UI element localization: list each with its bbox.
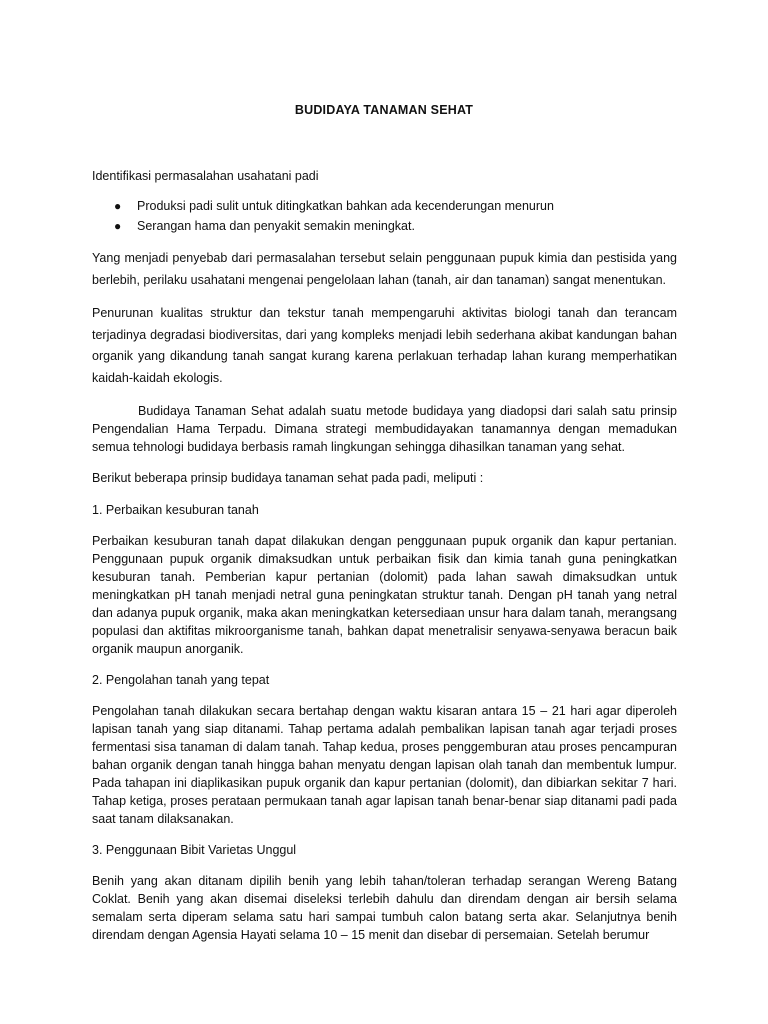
section-heading-1: 1. Perbaikan kesuburan tanah (92, 502, 259, 517)
paragraph-degradation: Penurunan kualitas struktur dan tekstur tanah mempengaruhi aktivitas biologi tanah dan terancam terjadinya degradasi biodiversitas, dari yang kompleks menjadi lebih sederhana akibat kandungan bahan organik yang dikandung tanah sangat kurang karena perlakuan terhadap lahan kurang memperhatikan kaidah-kaidah ekologis. (92, 306, 677, 385)
bullet-icon: ● (114, 219, 122, 233)
list-item-text: Serangan hama dan penyakit semakin meningkat. (137, 219, 415, 233)
section-heading-2: 2. Pengolahan tanah yang tepat (92, 672, 270, 687)
intro-heading: Identifikasi permasalahan usahatani padi (92, 169, 319, 183)
document-title: BUDIDAYA TANAMAN SEHAT (294, 103, 474, 117)
document-body (92, 166, 677, 944)
paragraph-principles-intro: Berikut beberapa prinsip budidaya tanaman sehat pada padi, meliputi : (92, 470, 484, 485)
list-item (114, 196, 677, 216)
list-item (114, 216, 677, 236)
paragraph-definition: Budidaya Tanaman Sehat adalah suatu metode budidaya yang diadopsi dari salah satu prinsip Pengendalian Hama Terpadu. Dimana strategi membudidayakan tanamannya dengan memadukan semua tehnologi budidaya berbasis ramah lingkungan sehingga dihasilkan tanaman yang sehat. (92, 403, 677, 454)
list-item-text: Produksi padi sulit untuk ditingkatkan bahkan ada kecenderungan menurun (137, 199, 554, 213)
bullet-icon: ● (114, 199, 122, 213)
section-body-2: Pengolahan tanah dilakukan secara bertahap dengan waktu kisaran antara 15 – 21 hari agar diperoleh lapisan tanah yang siap ditanami. Tahap pertama adalah pembalikan lapisan tanah agar terjadi proses fermentasi sisa tanaman di dalam tanah. Tahap kedua, proses penggemburan atau proses pencampuran bahan organik dengan tanah hingga bahan menyatu dengan lapisan olah tanah dan membentuk lumpur. Pada tahapan ini diaplikasikan pupuk organik dan kapur pertanian (dolomit), dan dibiarkan sekitar 7 hari. Tahap ketiga, proses perataan permukaan tanah agar lapisan tanah benar-benar siap ditanami padi pada saat tanam dilaksanakan. (92, 703, 677, 826)
section-heading-3: 3. Penggunaan Bibit Varietas Unggul (92, 842, 297, 857)
section-body-1: Perbaikan kesuburan tanah dapat dilakukan dengan penggunaan pupuk organik dan kapur pertanian. Penggunaan pupuk organik dimaksudkan untuk perbaikan fisik dan kimia tanah guna peningkatkan kesuburan tanah. Pemberian kapur pertanian (dolomit) pada lahan sawah dimaksudkan untuk meningkatkan pH tanah menjadi netral guna peningkatan struktur tanah. Dengan pH tanah yang netral dan adanya pupuk organik, maka akan meningkatkan ketersediaan unsur hara dalam tanah, merangsang populasi dan aktifitas mikroorganisme tanah, bahkan dapat menetralisir senyawa-senyawa beracun baik organik maupun anorganik. (92, 533, 677, 656)
section-body-3: Benih yang akan ditanam dipilih benih yang lebih tahan/toleran terhadap serangan Wereng Batang Coklat. Benih yang akan disemai diseleksi terlebih dahulu dan direndam dengan air bersih selama semalam serta diperam selama satu hari sampai tumbuh calon batang serta akar. Selanjutnya benih direndam dengan Agensia Hayati selama 10 – 15 menit dan disebar di persemaian. Setelah berumur (92, 873, 677, 942)
paragraph-cause: Yang menjadi penyebab dari permasalahan tersebut selain penggunaan pupuk kimia dan pestisida yang berlebih, perilaku usahatani mengenai pengelolaan lahan (tanah, air dan tanaman) sangat menentukan. (92, 251, 677, 287)
problem-list (92, 196, 677, 236)
